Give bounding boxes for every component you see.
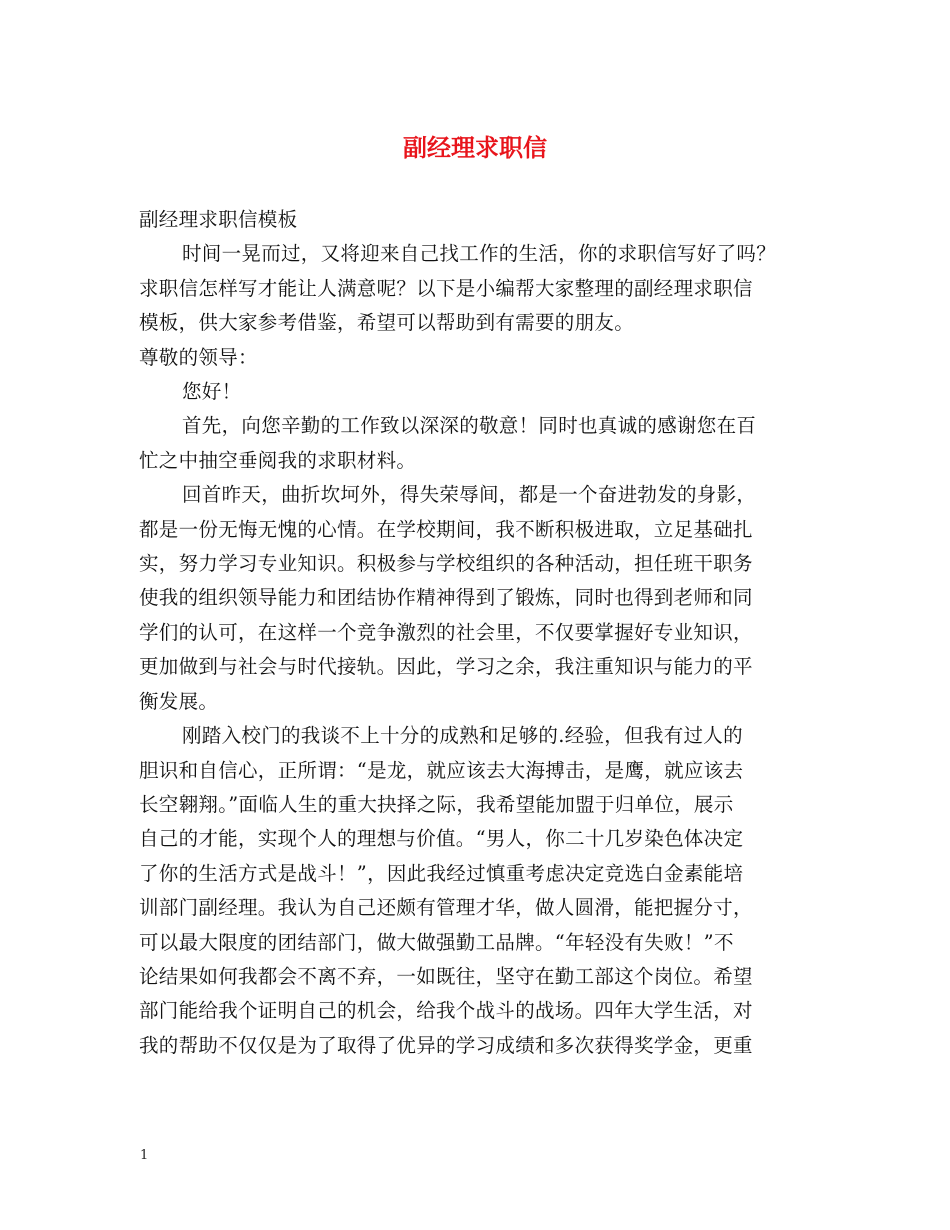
intro-line: 求职信怎样写才能让人满意呢？以下是小编帮大家整理的副经理求职信 — [139, 276, 753, 300]
paragraph3-line: 了你的生活方式是战斗！”，因此我经过慎重考虑决定竞选白金素能培 — [139, 861, 744, 885]
document-title: 副经理求职信 — [403, 133, 547, 162]
paragraph3-line: 可以最大限度的团结部门，做大做强勤工品牌。“年轻没有失败！”不 — [139, 930, 734, 954]
document-subtitle: 副经理求职信模板 — [139, 208, 298, 231]
paragraph3-line: 刚踏入校门的我谈不上十分的成熟和足够的.经验，但我有过人的 — [182, 724, 743, 748]
paragraph3-line: 长空翱翔。”面临人生的重大抉择之际，我希望能加盟于归单位，展示 — [139, 792, 734, 816]
paragraph3-line: 部门能给我个证明自己的机会，给我个战斗的战场。四年大学生活，对 — [139, 999, 753, 1023]
paragraph1-line: 忙之中抽空垂阅我的求职材料。 — [139, 448, 417, 472]
paragraph3-line: 自己的才能，实现个人的理想与价值。“男人，你二十几岁染色体决定 — [139, 827, 744, 851]
intro-line: 模板，供大家参考借鉴，希望可以帮助到有需要的朋友。 — [139, 311, 635, 335]
intro-line: 时间一晃而过，又将迎来自己找工作的生活，你的求职信写好了吗？ — [182, 242, 777, 266]
page-number: 1 — [140, 1148, 149, 1163]
paragraph2-line: 学们的认可，在这样一个竞争激烈的社会里，不仅要掌握好专业知识， — [139, 620, 753, 644]
paragraph1-line: 首先，向您辛勤的工作致以深深的敬意！同时也真诚的感谢您在百 — [182, 414, 757, 438]
paragraph3-line: 我的帮助不仅仅是为了取得了优异的学习成绩和多次获得奖学金，更重 — [139, 1033, 753, 1057]
paragraph2-line: 使我的组织领导能力和团结协作精神得到了锻炼，同时也得到老师和同 — [139, 586, 753, 610]
paragraph3-line: 胆识和自信心，正所谓：“是龙，就应该去大海搏击，是鹰，就应该去 — [139, 758, 744, 782]
paragraph3-line: 训部门副经理。我认为自己还颇有管理才华，做人圆滑，能把握分寸， — [139, 896, 753, 920]
paragraph2-line: 回首昨天，曲折坎坷外，得失荣辱间，都是一个奋进勃发的身影， — [182, 483, 757, 507]
document-body — [139, 203, 829, 1063]
paragraph2-line: 衡发展。 — [139, 689, 219, 713]
salutation: 尊敬的领导： — [139, 345, 258, 369]
paragraph3-line: 论结果如何我都会不离不弃，一如既往，坚守在勤工部这个岗位。希望 — [139, 964, 753, 988]
greeting: 您好！ — [182, 380, 242, 404]
paragraph2-line: 都是一份无悔无愧的心情。在学校期间，我不断积极进取，立足基础扎 — [139, 517, 753, 541]
paragraph2-line: 更加做到与社会与时代接轨。因此，学习之余，我注重知识与能力的平 — [139, 655, 753, 679]
paragraph2-line: 实，努力学习专业知识。积极参与学校组织的各种活动，担任班干职务 — [139, 552, 753, 576]
